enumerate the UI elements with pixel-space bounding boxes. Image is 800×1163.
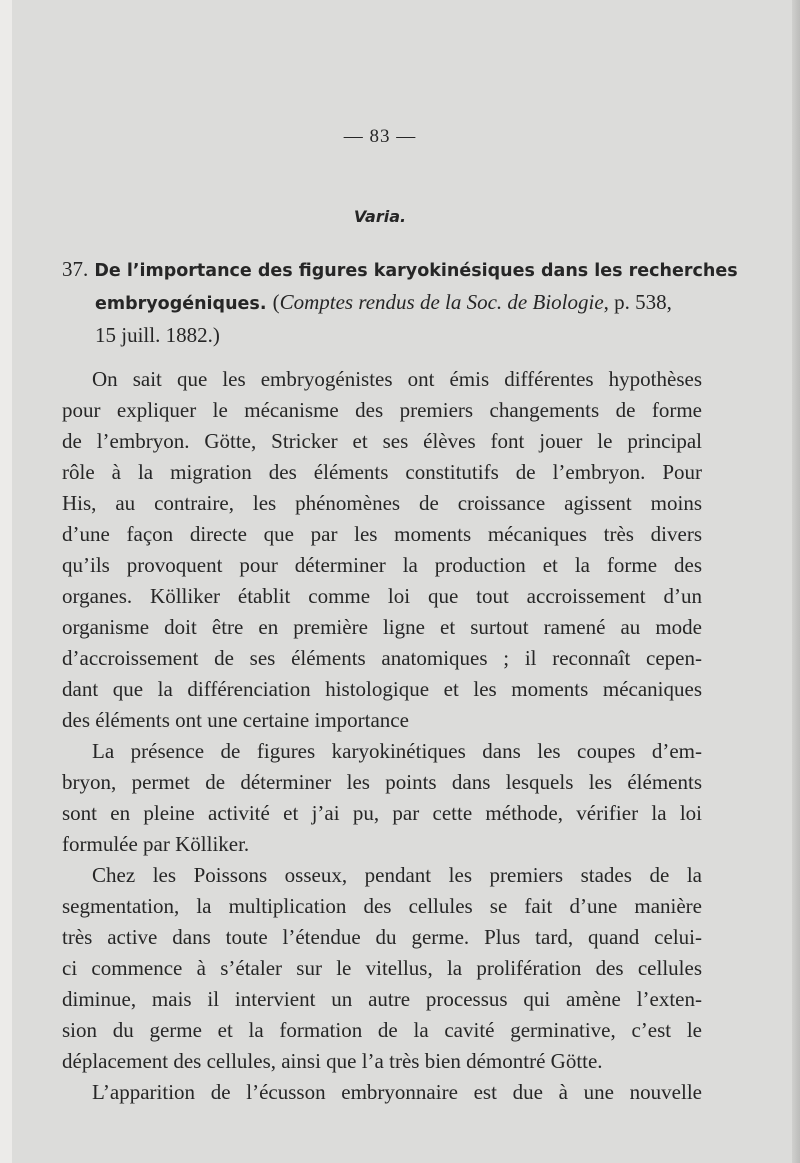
paragraph-1	[62, 364, 702, 736]
source-journal: Comptes rendus de la Soc. de Biologie	[279, 290, 604, 314]
text-line: segmentation, la multiplication des cellules se fait d’une manière	[62, 894, 702, 918]
paragraph-3	[62, 860, 702, 1077]
text-line: très active dans toute l’étendue du germe. Plus tard, quand celui-	[62, 925, 702, 949]
text-line: ci commence à s’étaler sur le vitellus, la prolifération des cellules	[62, 956, 702, 980]
text-line: L’apparition de l’écusson embryonnaire est due à une nouvelle	[92, 1080, 702, 1104]
text-line: rôle à la migration des éléments constitutifs de l’embryon. Pour	[62, 460, 702, 484]
body-text	[62, 364, 702, 1108]
source-open-paren: (	[272, 290, 280, 314]
text-line: de l’embryon. Götte, Stricker et ses élèves font jouer le principal	[62, 429, 702, 453]
entry-number: 37.	[62, 257, 89, 281]
source-page: , p. 538,	[603, 290, 672, 314]
paragraph-4	[62, 1077, 702, 1108]
text-line: On sait que les embryogénistes ont émis différentes hypothèses	[92, 367, 702, 391]
text-line: diminue, mais il intervient un autre processus qui amène l’exten-	[62, 987, 702, 1011]
source-date: 15 juill. 1882.)	[95, 323, 220, 347]
text-line: Chez les Poissons osseux, pendant les premiers stades de la	[92, 863, 702, 887]
text-line: pour expliquer le mécanisme des premiers changements de forme	[62, 398, 702, 422]
text-line: sont en pleine activité et j’ai pu, par cette méthode, vérifier la loi	[62, 801, 702, 825]
entry-title-continued: embryogéniques.	[95, 294, 267, 314]
text-line: qu’ils provoquent pour déterminer la production et la forme des	[62, 553, 702, 577]
text-line: d’une façon directe que par les moments mécaniques très divers	[62, 522, 702, 546]
text-line: La présence de figures karyokinétiques dans les coupes d’em-	[92, 739, 702, 763]
entry-title-line-2	[62, 287, 702, 320]
text-line: organisme doit être en première ligne et surtout ramené au mode	[62, 615, 702, 639]
text-line: bryon, permet de déterminer les points dans lesquels les éléments	[62, 770, 702, 794]
entry-source	[273, 290, 672, 314]
section-heading: Varia.	[353, 207, 407, 226]
bibliography-entry	[62, 254, 738, 351]
text-line: dant que la différenciation histologique et les moments mécaniques	[62, 677, 702, 701]
text-line: des éléments ont une certaine importance	[62, 708, 409, 732]
text-line: sion du germe et la formation de la cavité germinative, c’est le	[62, 1018, 702, 1042]
text-line: His, au contraire, les phénomènes de croissance agissent moins	[62, 491, 702, 515]
entry-title-line-1	[62, 254, 738, 287]
entry-title: De l’importance des figures karyokinésiques dans les recherches	[94, 261, 738, 281]
text-line: d’accroissement de ses éléments anatomiques ; il reconnaît cepen-	[62, 646, 702, 670]
page-number: — 83 —	[343, 126, 417, 147]
text-line: organes. Kölliker établit comme loi que tout accroissement d’un	[62, 584, 702, 608]
paragraph-2	[62, 736, 702, 860]
text-line: déplacement des cellules, ainsi que l’a très bien démontré Götte.	[62, 1049, 603, 1073]
text-line: formulée par Kölliker.	[62, 832, 250, 856]
